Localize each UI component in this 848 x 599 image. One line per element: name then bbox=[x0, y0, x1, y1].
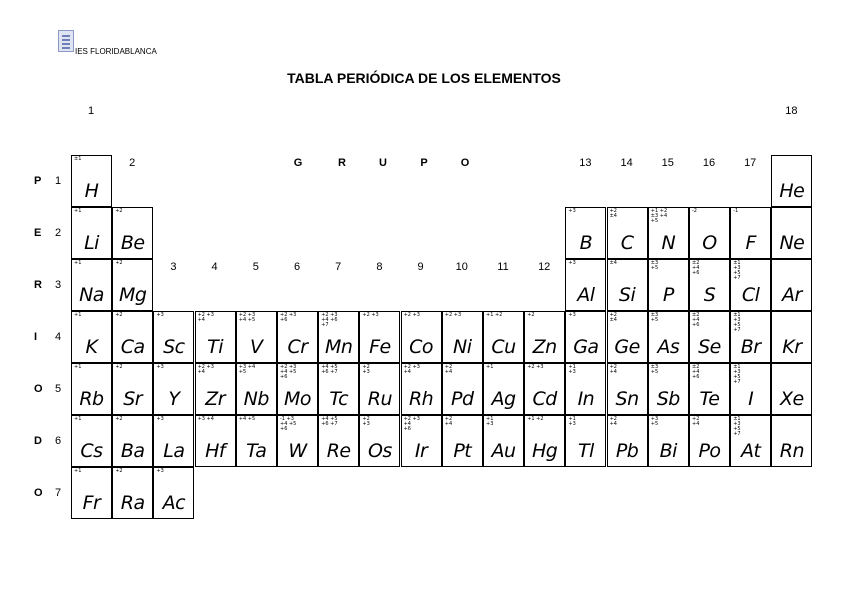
oxidation-states: +3 +5 bbox=[650, 416, 659, 427]
element-cell-sc bbox=[153, 311, 194, 363]
element-cell-ar bbox=[771, 259, 812, 311]
element-cell-ne bbox=[771, 207, 812, 259]
element-cell-mo bbox=[277, 363, 318, 415]
element-cell-po bbox=[689, 415, 730, 467]
oxidation-states: ±1 +3 +5 +7 bbox=[733, 364, 741, 385]
element-cell-k bbox=[71, 311, 112, 363]
element-cell-re bbox=[318, 415, 359, 467]
element-cell-br bbox=[730, 311, 771, 363]
oxidation-states: +1 +2 ±3 +4 +5 bbox=[650, 208, 668, 224]
element-cell-tl bbox=[565, 415, 606, 467]
period-word-letter: O bbox=[34, 383, 43, 395]
element-symbol: Se bbox=[698, 336, 721, 358]
element-symbol: La bbox=[163, 440, 185, 462]
element-cell-rn bbox=[771, 415, 812, 467]
oxidation-states: +1 bbox=[74, 416, 82, 422]
element-symbol: Rn bbox=[779, 440, 805, 462]
page-title: TABLA PERIÓDICA DE LOS ELEMENTOS bbox=[287, 70, 561, 86]
oxidation-states: +2 bbox=[115, 416, 123, 422]
group-word-letter: U bbox=[379, 157, 387, 169]
element-cell-xe bbox=[771, 363, 812, 415]
oxidation-states: +2 +4 bbox=[692, 416, 700, 427]
element-cell-ti bbox=[195, 311, 236, 363]
group-label-6: 6 bbox=[293, 261, 301, 273]
element-cell-as bbox=[648, 311, 689, 363]
element-symbol: Os bbox=[367, 440, 392, 462]
element-symbol: Ar bbox=[781, 284, 802, 306]
oxidation-states: +2 +3 bbox=[362, 416, 370, 427]
group-label-5: 5 bbox=[252, 261, 259, 273]
element-cell-o bbox=[689, 207, 730, 259]
element-symbol: Cr bbox=[287, 336, 308, 358]
element-cell-i bbox=[730, 363, 771, 415]
element-symbol: Re bbox=[326, 440, 351, 462]
oxidation-states: -2 bbox=[692, 208, 697, 214]
element-symbol: Br bbox=[740, 336, 761, 358]
oxidation-states: +3 bbox=[568, 208, 576, 214]
element-symbol: Hf bbox=[205, 440, 226, 462]
element-symbol: Sc bbox=[163, 336, 185, 358]
oxidation-states: ±3 +5 bbox=[650, 312, 659, 323]
oxidation-states: +2 +3 +4 +5 bbox=[238, 312, 256, 323]
element-cell-si bbox=[607, 259, 648, 311]
group-label-11: 11 bbox=[497, 261, 509, 273]
element-symbol: Ge bbox=[614, 336, 640, 358]
element-cell-w bbox=[277, 415, 318, 467]
element-cell-s bbox=[689, 259, 730, 311]
element-cell-al bbox=[565, 259, 606, 311]
group-word-letter: P bbox=[420, 157, 428, 169]
oxidation-states: +4 +5 bbox=[238, 416, 256, 422]
oxidation-states: ±3 +5 bbox=[650, 364, 659, 375]
element-symbol: Cu bbox=[491, 336, 516, 358]
oxidation-states: +1 bbox=[74, 364, 82, 370]
oxidation-states: +3 +4 +5 bbox=[238, 364, 256, 375]
element-cell-cu bbox=[483, 311, 524, 363]
period-number: 5 bbox=[55, 383, 62, 395]
element-cell-n bbox=[648, 207, 689, 259]
element-symbol: Sr bbox=[123, 388, 143, 410]
element-symbol: Li bbox=[84, 232, 99, 254]
element-symbol: Co bbox=[409, 336, 434, 358]
element-symbol: Sn bbox=[615, 388, 639, 410]
group-label-15: 15 bbox=[661, 157, 674, 169]
oxidation-states: +1 +3 bbox=[568, 364, 576, 375]
group-word-letter: O bbox=[460, 157, 470, 169]
element-cell-pt bbox=[442, 415, 483, 467]
element-symbol: Ac bbox=[162, 492, 186, 514]
element-cell-pd bbox=[442, 363, 483, 415]
oxidation-states: +3 +4 bbox=[197, 416, 214, 422]
oxidation-states: -1 bbox=[733, 208, 739, 214]
oxidation-states: +1 bbox=[74, 260, 82, 266]
element-symbol: Mg bbox=[118, 284, 147, 306]
element-cell-c bbox=[607, 207, 648, 259]
element-cell-sb bbox=[648, 363, 689, 415]
oxidation-states: ±2 +4 +6 bbox=[692, 312, 700, 328]
oxidation-states: +3 bbox=[568, 260, 576, 266]
oxidation-states: +2 +3 +4 +6 +7 bbox=[321, 312, 338, 328]
oxidation-states: +2 +3 bbox=[403, 312, 420, 318]
oxidation-states: ±1 +3 +5 +7 bbox=[733, 260, 741, 281]
element-symbol: Ni bbox=[453, 336, 472, 358]
element-cell-hg bbox=[524, 415, 565, 467]
oxidation-states: +2 bbox=[115, 260, 123, 266]
element-symbol: Y bbox=[168, 388, 180, 410]
element-symbol: Al bbox=[577, 284, 595, 306]
element-cell-ca bbox=[112, 311, 153, 363]
element-cell-la bbox=[153, 415, 194, 467]
oxidation-states: +2 +3 +4 +6 bbox=[403, 416, 420, 432]
element-symbol: V bbox=[250, 336, 263, 358]
oxidation-states: ±3 +5 bbox=[650, 260, 659, 271]
element-symbol: Na bbox=[79, 284, 104, 306]
oxidation-states: +2 bbox=[527, 312, 535, 318]
element-cell-cl bbox=[730, 259, 771, 311]
element-symbol: Zr bbox=[205, 388, 225, 410]
oxidation-states: +2 +4 bbox=[444, 416, 453, 427]
element-symbol: Ga bbox=[573, 336, 599, 358]
element-cell-nb bbox=[236, 363, 277, 415]
oxidation-states: +2 ±4 bbox=[609, 208, 617, 219]
element-cell-sr bbox=[112, 363, 153, 415]
element-symbol: Ag bbox=[491, 388, 516, 410]
element-symbol: C bbox=[620, 232, 634, 254]
element-cell-zr bbox=[195, 363, 236, 415]
element-symbol: Nb bbox=[243, 388, 269, 410]
element-symbol: Pd bbox=[451, 388, 474, 410]
oxidation-states: -1 +3 +4 +5 +6 bbox=[280, 416, 297, 432]
oxidation-states: +1 bbox=[74, 208, 82, 214]
element-cell-h bbox=[71, 155, 112, 207]
oxidation-states: +2 bbox=[115, 468, 123, 474]
oxidation-states: +3 bbox=[156, 312, 164, 318]
element-symbol: Bi bbox=[659, 440, 677, 462]
element-cell-f bbox=[730, 207, 771, 259]
period-number: 4 bbox=[55, 331, 62, 343]
element-symbol: Tl bbox=[577, 440, 594, 462]
element-cell-ni bbox=[442, 311, 483, 363]
period-word-letter: P bbox=[34, 175, 42, 187]
element-cell-rh bbox=[401, 363, 442, 415]
element-cell-v bbox=[236, 311, 277, 363]
element-symbol: P bbox=[662, 284, 674, 306]
oxidation-states: +2 +4 bbox=[609, 416, 617, 427]
element-symbol: Ti bbox=[207, 336, 224, 358]
element-symbol: Cl bbox=[741, 284, 760, 306]
element-cell-cd bbox=[524, 363, 565, 415]
school-name: IES FLORIDABLANCA bbox=[75, 47, 157, 56]
oxidation-states: +4 +5 +6 +7 bbox=[321, 364, 338, 375]
group-label-12: 12 bbox=[538, 261, 551, 273]
oxidation-states: +2 +3 bbox=[444, 312, 462, 318]
element-symbol: Pt bbox=[453, 440, 472, 462]
group-label-9: 9 bbox=[417, 261, 424, 273]
oxidation-states: +2 +3 +6 bbox=[280, 312, 297, 323]
element-cell-ru bbox=[359, 363, 400, 415]
oxidation-states: +2 +4 bbox=[444, 364, 453, 375]
oxidation-states: +2 +3 bbox=[362, 364, 370, 375]
element-cell-os bbox=[359, 415, 400, 467]
oxidation-states: +2 +3 bbox=[362, 312, 379, 318]
oxidation-states: +2 +3 +4 bbox=[197, 312, 214, 323]
element-cell-zn bbox=[524, 311, 565, 363]
element-cell-te bbox=[689, 363, 730, 415]
oxidation-states: +3 bbox=[156, 364, 164, 370]
oxidation-states: +1 +3 bbox=[486, 416, 494, 427]
period-number: 7 bbox=[55, 487, 62, 499]
oxidation-states: +2 +3 +4 bbox=[403, 364, 420, 375]
element-symbol: Ir bbox=[414, 440, 428, 462]
element-symbol: Xe bbox=[780, 388, 804, 410]
period-word-letter: E bbox=[34, 227, 42, 239]
element-symbol: Pb bbox=[615, 440, 639, 462]
group-label-18: 18 bbox=[785, 105, 798, 117]
element-cell-kr bbox=[771, 311, 812, 363]
element-symbol: F bbox=[745, 232, 756, 254]
logo-icon bbox=[58, 30, 74, 52]
element-symbol: Mo bbox=[283, 388, 312, 410]
element-symbol: Ra bbox=[120, 492, 145, 514]
oxidation-states: +1 +3 bbox=[568, 416, 576, 427]
element-symbol: Ru bbox=[367, 388, 393, 410]
element-symbol: Cd bbox=[532, 388, 557, 410]
element-cell-cs bbox=[71, 415, 112, 467]
group-label-17: 17 bbox=[744, 157, 757, 169]
period-number: 3 bbox=[55, 279, 62, 291]
oxidation-states: +3 bbox=[156, 468, 164, 474]
period-word-letter: I bbox=[34, 331, 38, 343]
oxidation-states: +1 +2 bbox=[527, 416, 544, 422]
oxidation-states: ±2 +4 +6 bbox=[692, 260, 700, 276]
oxidation-states: +1 bbox=[74, 468, 82, 474]
element-cell-fr bbox=[71, 467, 112, 519]
group-label-3: 3 bbox=[170, 261, 177, 273]
element-symbol: As bbox=[657, 336, 680, 358]
element-cell-tc bbox=[318, 363, 359, 415]
element-symbol: W bbox=[288, 440, 307, 462]
element-cell-ba bbox=[112, 415, 153, 467]
element-cell-na bbox=[71, 259, 112, 311]
element-cell-ir bbox=[401, 415, 442, 467]
element-cell-co bbox=[401, 311, 442, 363]
element-cell-fe bbox=[359, 311, 400, 363]
period-number: 6 bbox=[55, 435, 62, 447]
element-symbol: Kr bbox=[782, 336, 802, 358]
element-cell-ge bbox=[607, 311, 648, 363]
element-cell-p bbox=[648, 259, 689, 311]
oxidation-states: +2 +3 +4 +5 +6 bbox=[280, 364, 297, 380]
element-symbol: In bbox=[577, 388, 595, 410]
group-label-2: 2 bbox=[129, 157, 136, 169]
group-word-letter: R bbox=[338, 157, 346, 169]
oxidation-states: +2 ±4 bbox=[609, 312, 617, 323]
group-word-letter: G bbox=[293, 157, 303, 169]
element-symbol: At bbox=[740, 440, 761, 462]
element-symbol: N bbox=[661, 232, 676, 254]
element-symbol: O bbox=[702, 232, 717, 254]
element-symbol: He bbox=[779, 180, 805, 202]
element-symbol: Rb bbox=[79, 388, 104, 410]
element-symbol: Ba bbox=[120, 440, 145, 462]
element-symbol: S bbox=[703, 284, 716, 306]
oxidation-states: +2 +3 bbox=[527, 364, 544, 370]
element-cell-be bbox=[112, 207, 153, 259]
oxidation-states: +2 bbox=[115, 364, 123, 370]
element-cell-he bbox=[771, 155, 812, 207]
element-symbol: I bbox=[748, 388, 754, 410]
oxidation-states: +2 bbox=[115, 312, 123, 318]
period-number: 2 bbox=[55, 227, 62, 239]
element-symbol: Ne bbox=[779, 232, 805, 254]
group-label-4: 4 bbox=[211, 261, 218, 273]
oxidation-states: ±1 bbox=[74, 156, 82, 162]
element-symbol: Cs bbox=[80, 440, 103, 462]
element-symbol: Au bbox=[491, 440, 516, 462]
period-word-letter: D bbox=[34, 435, 42, 447]
element-cell-ta bbox=[236, 415, 277, 467]
element-symbol: Zn bbox=[532, 336, 557, 358]
element-symbol: Po bbox=[698, 440, 721, 462]
oxidation-states: ±1 +3 +5 +7 bbox=[733, 312, 741, 333]
element-cell-bi bbox=[648, 415, 689, 467]
period-number: 1 bbox=[55, 175, 62, 187]
element-cell-at bbox=[730, 415, 771, 467]
element-symbol: Fe bbox=[369, 336, 391, 358]
element-cell-li bbox=[71, 207, 112, 259]
element-cell-ac bbox=[153, 467, 194, 519]
element-symbol: Fr bbox=[82, 492, 101, 514]
element-symbol: Mn bbox=[324, 336, 353, 358]
oxidation-states: ±4 bbox=[609, 260, 617, 266]
oxidation-states: ±1 +3 +5 +7 bbox=[733, 416, 741, 437]
element-symbol: Ta bbox=[246, 440, 267, 462]
oxidation-states: ±2 +4 +6 bbox=[692, 364, 700, 380]
element-symbol: Rh bbox=[408, 388, 434, 410]
element-cell-y bbox=[153, 363, 194, 415]
element-cell-hf bbox=[195, 415, 236, 467]
element-cell-in bbox=[565, 363, 606, 415]
oxidation-states: +1 bbox=[74, 312, 82, 318]
oxidation-states: +3 bbox=[568, 312, 576, 318]
element-symbol: Te bbox=[699, 388, 720, 410]
element-cell-b bbox=[565, 207, 606, 259]
element-cell-au bbox=[483, 415, 524, 467]
element-cell-ra bbox=[112, 467, 153, 519]
element-symbol: H bbox=[84, 180, 99, 202]
group-label-10: 10 bbox=[455, 261, 468, 273]
element-symbol: K bbox=[85, 336, 98, 358]
group-label-8: 8 bbox=[376, 261, 383, 273]
period-word-letter: O bbox=[34, 487, 43, 499]
oxidation-states: +3 bbox=[156, 416, 164, 422]
element-symbol: Be bbox=[120, 232, 145, 254]
element-symbol: B bbox=[579, 232, 593, 254]
element-cell-mg bbox=[112, 259, 153, 311]
element-symbol: Ca bbox=[120, 336, 145, 358]
group-label-16: 16 bbox=[702, 157, 716, 169]
oxidation-states: +1 +2 bbox=[486, 312, 503, 318]
element-cell-sn bbox=[607, 363, 648, 415]
element-cell-se bbox=[689, 311, 730, 363]
element-cell-pb bbox=[607, 415, 648, 467]
element-cell-mn bbox=[318, 311, 359, 363]
element-symbol: Hg bbox=[532, 440, 558, 462]
period-word-letter: R bbox=[34, 279, 42, 291]
group-label-1: 1 bbox=[87, 105, 95, 117]
group-label-13: 13 bbox=[579, 157, 592, 169]
oxidation-states: +2 +4 bbox=[609, 364, 617, 375]
element-cell-rb bbox=[71, 363, 112, 415]
oxidation-states: +4 +5 +6 +7 bbox=[321, 416, 338, 427]
element-symbol: Sb bbox=[656, 388, 680, 410]
oxidation-states: +1 bbox=[486, 364, 494, 370]
element-cell-ga bbox=[565, 311, 606, 363]
group-label-14: 14 bbox=[620, 157, 633, 169]
oxidation-states: +2 bbox=[115, 208, 123, 214]
element-symbol: Tc bbox=[329, 388, 349, 410]
element-symbol: Si bbox=[618, 284, 636, 306]
group-label-7: 7 bbox=[335, 261, 342, 273]
element-cell-ag bbox=[483, 363, 524, 415]
oxidation-states: +2 +3 +4 bbox=[197, 364, 214, 375]
element-cell-cr bbox=[277, 311, 318, 363]
